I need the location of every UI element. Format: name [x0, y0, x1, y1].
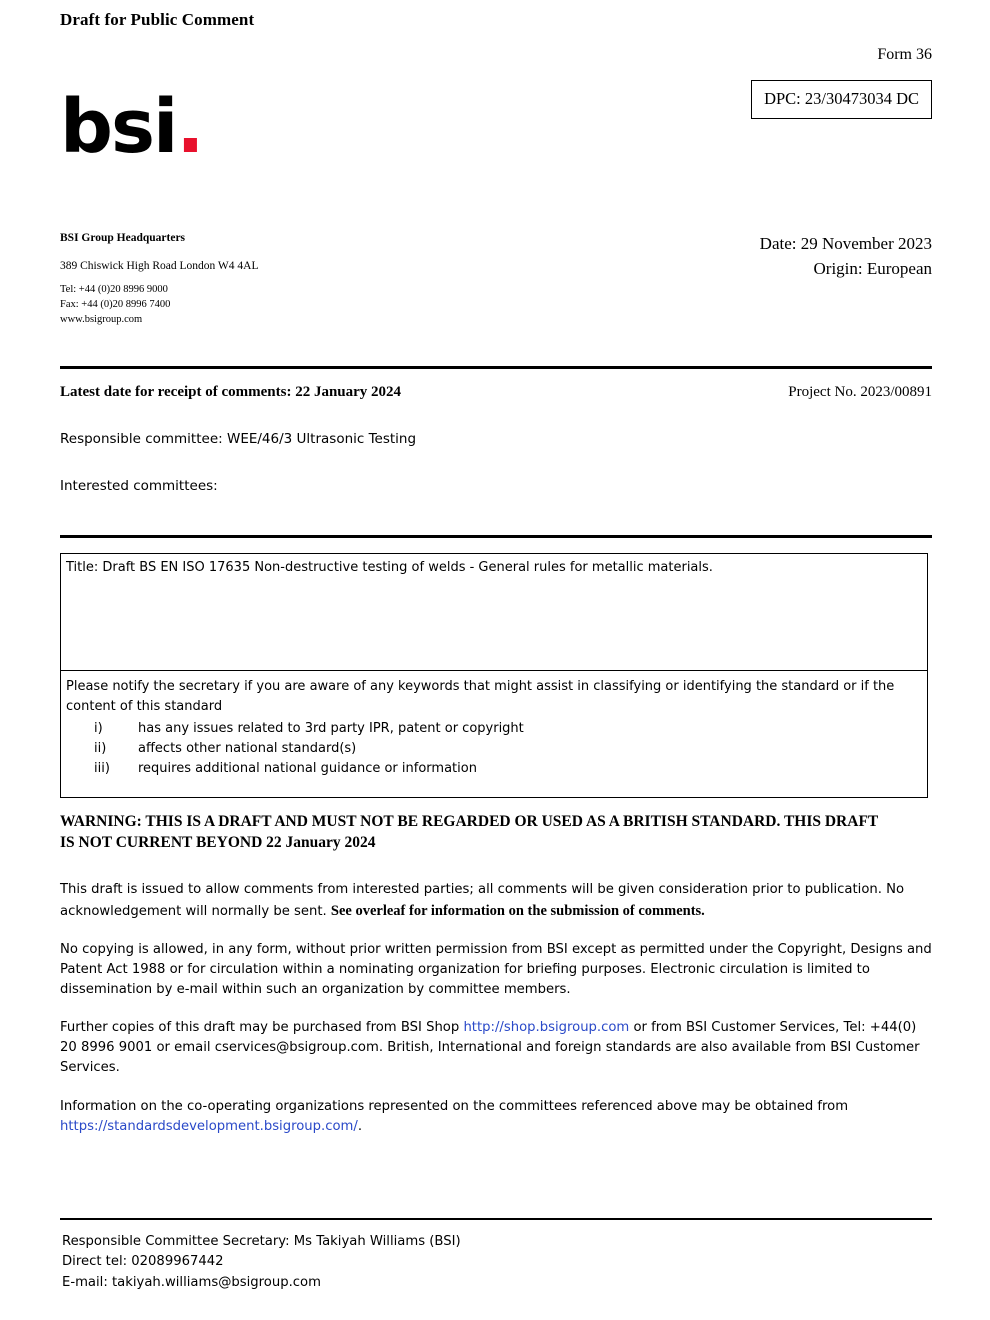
interested-committees: Interested committees:: [60, 478, 218, 494]
logo-text: bsi: [60, 84, 177, 170]
paragraph-copies-text-a: Further copies of this draft may be purchased from BSI Shop: [60, 1020, 464, 1036]
draft-label: Draft for Public Comment: [60, 10, 255, 29]
address-tel: Tel: +44 (0)20 8996 9000: [60, 284, 168, 296]
dpc-number-box: [751, 80, 932, 119]
paragraph-organizations: [60, 1097, 932, 1137]
paragraph-comments: [60, 880, 932, 922]
address-street: 389 Chiswick High Road London W4 4AL: [60, 259, 259, 272]
warning-notice: [60, 812, 932, 854]
paragraph-comments-emphasis: See overleaf for information on the submission of comments.: [330, 903, 705, 920]
standards-development-link[interactable]: https://standardsdevelopment.bsigroup.com/: [60, 1118, 358, 1134]
page-content: [60, 0, 932, 494]
dpc-number: DPC: 23/30473034 DC: [764, 89, 919, 108]
list-item: [61, 739, 927, 759]
form-number: Form 36: [877, 46, 932, 63]
list-item: [61, 759, 927, 779]
warning-line-2: IS NOT CURRENT BEYOND 22 January 2024: [60, 833, 376, 851]
latest-comment-date: Latest date for receipt of comments: 22 January 2024: [60, 384, 402, 400]
logo-dot: .: [176, 84, 203, 170]
list-item-text: has any issues related to 3rd party IPR, patent or copyright: [138, 721, 524, 736]
notify-box: [60, 671, 928, 798]
divider-top: [60, 366, 932, 369]
paragraph-copies: [60, 1018, 932, 1078]
list-item: [61, 719, 927, 739]
notify-list: [61, 719, 927, 779]
bsi-logo: [60, 84, 203, 170]
title-box: [60, 553, 928, 671]
notify-lead: Please notify the secretary if you are aware of any keywords that might assist in classifying or identifying the standard or if the content of this standard: [66, 679, 895, 714]
address-block: [60, 230, 258, 328]
address-fax: Fax: +44 (0)20 8996 7400: [60, 299, 171, 311]
paragraph-organizations-text-b: .: [357, 1118, 363, 1134]
address-org: BSI Group Headquarters: [60, 232, 186, 244]
list-item-number: ii): [94, 741, 107, 757]
issue-date: Date: 29 November 2023: [759, 234, 932, 253]
paragraph-organizations-text-a: Information on the co-operating organizations represented on the committees referenced above may be obtained from: [60, 1098, 849, 1114]
shop-link[interactable]: http://shop.bsigroup.com: [463, 1020, 630, 1036]
list-item-number: i): [94, 721, 103, 736]
standard-title: Title: Draft BS EN ISO 17635 Non-destructive testing of welds - General rules for metallic materials.: [66, 560, 713, 575]
warning-line-1: WARNING: THIS IS A DRAFT AND MUST NOT BE REGARDED OR USED AS A BRITISH STANDARD. THIS DRAFT: [60, 813, 879, 830]
footer-secretary: Responsible Committee Secretary: Ms Takiyah Williams (BSI): [62, 1234, 461, 1249]
comments-deadline-row: [60, 384, 932, 401]
list-item-number: iii): [94, 761, 110, 777]
project-number: Project No. 2023/00891: [788, 384, 932, 400]
paragraph-copies-text-b: or from BSI Customer Services, Tel: +44(0) 20 8996 9001 or email cservices@bsigroup.com. British, International and foreign standards are also available from BSI Customer Services.: [60, 1020, 920, 1076]
date-origin-block: [760, 232, 932, 281]
list-item-text: affects other national standard(s): [138, 741, 357, 757]
footer-contact: [62, 1232, 934, 1293]
paragraph-copyright: No copying is allowed, in any form, without prior written permission from BSI except as permitted under the Copyright, Designs and Patent Act 1988 or for circulation within a nominating organization for briefing purposes. Electronic circulation is limited to dissemination by e-mail within such an organization by committee members.: [60, 942, 932, 998]
footer-tel: Direct tel: 02089967442: [62, 1254, 224, 1270]
body-copy: [60, 880, 932, 1155]
list-item-text: requires additional national guidance or information: [138, 761, 477, 777]
responsible-committee: Responsible committee: WEE/46/3 Ultrasonic Testing: [60, 431, 417, 447]
origin: Origin: European: [813, 258, 932, 278]
divider-footer: [60, 1218, 932, 1220]
footer-email: E-mail: takiyah.williams@bsigroup.com: [62, 1274, 321, 1290]
divider-middle: [60, 535, 932, 538]
address-website: www.bsigroup.com: [60, 314, 143, 326]
paragraph-comments-text: This draft is issued to allow comments from interested parties; all comments will be given consideration prior to publication. No acknowledgement will normally be sent.: [60, 882, 905, 920]
